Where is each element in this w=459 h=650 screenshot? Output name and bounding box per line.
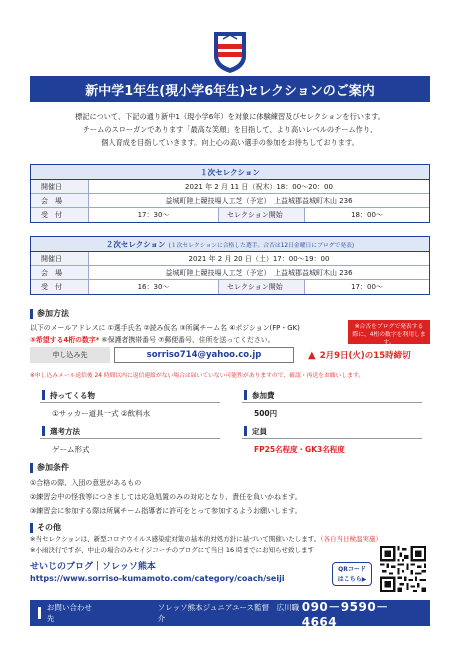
format-heading bbox=[40, 424, 220, 439]
qr-button-line-1: QRコード bbox=[338, 566, 366, 573]
fee-heading-text: 参加費 bbox=[252, 390, 275, 400]
method-line-2-text: ⑥保護者携帯番号 ⑦郵便番号、住所を送ってください。 bbox=[99, 336, 275, 344]
other-heading bbox=[30, 522, 61, 533]
section-marker bbox=[30, 309, 33, 319]
conditions-heading-text: 参加条件 bbox=[37, 463, 69, 472]
reception-label: 受 付 bbox=[31, 208, 89, 222]
apply-label: 申し込み先 bbox=[30, 347, 110, 363]
selection-1-date-row bbox=[31, 180, 429, 194]
selection-2-table bbox=[30, 236, 430, 295]
condition-item: ①合格の際、入団の意思があるもの bbox=[30, 479, 142, 487]
intro-line: 個人育成を目指していきます。向上心の高い選手の参加をお待ちしております。 bbox=[101, 138, 359, 147]
other-line-1-text: ※当セレクションは、新型コロナウイルス感染症対策の基本的対処方針に基づいて開催いたします。 bbox=[30, 535, 321, 543]
place-label: 会 場 bbox=[31, 194, 89, 207]
section-marker bbox=[244, 390, 247, 400]
fee-heading bbox=[242, 388, 422, 403]
conditions-heading bbox=[30, 462, 69, 473]
section-marker bbox=[30, 463, 33, 473]
reception-value: 16：30～ bbox=[89, 280, 219, 294]
bring-heading-text: 持ってくる物 bbox=[50, 390, 95, 400]
contact-footer bbox=[30, 599, 430, 629]
selection-1-table bbox=[30, 164, 430, 223]
deadline bbox=[308, 349, 411, 361]
conditions-list bbox=[30, 476, 430, 518]
method-line-1: 以下のメールアドレスに ①選手氏名 ②読み仮名 ③所属チーム名 ④ポジション(FP・GK) bbox=[30, 324, 300, 332]
contact-label: お問い合わせ先 bbox=[46, 603, 92, 623]
bring-box bbox=[40, 388, 220, 419]
format-heading-text: 選考方法 bbox=[50, 426, 80, 436]
capacity-body: FP25名程度・GK3名程度 bbox=[254, 445, 345, 454]
qr-button-line-2: はこちら▶ bbox=[337, 576, 367, 583]
qr-code-image[interactable] bbox=[380, 546, 426, 592]
fee-body: 500円 bbox=[254, 409, 278, 418]
bring-body: ①サッカー道具一式 ②飲料水 bbox=[52, 409, 151, 418]
method-heading bbox=[30, 308, 69, 319]
blog-title: せいじのブログ｜ソレッソ熊本 bbox=[30, 562, 156, 572]
warning-icon: ▲ bbox=[308, 349, 316, 361]
selection-2-title: ２次セレクション bbox=[105, 239, 166, 249]
place-value: 益城町陸上競技場人工芝（予定） 上益城郡益城町木山 236 bbox=[165, 268, 353, 277]
selection-1-heading: １次セレクション bbox=[31, 165, 429, 180]
capacity-heading-text: 定員 bbox=[252, 426, 267, 436]
page-title: 新中学1年生(現小学6年生)セレクションのご案内 bbox=[30, 76, 430, 102]
club-crest-logo bbox=[210, 30, 250, 74]
selection-2-date-row bbox=[31, 252, 429, 266]
qr-code-button[interactable] bbox=[332, 562, 372, 586]
capacity-box bbox=[242, 424, 422, 455]
intro-line: 標記について、下記の通り新中1（現小学6年）を対象に体験練習及びセレクションを行います。 bbox=[75, 112, 385, 121]
intro-line: チームのスローガンであります「最高な笑顔」を目指して、より高いレベルのチーム作り、 bbox=[82, 125, 378, 134]
date-value: 2021 年 2 月 11 日（祝木）18：00～20：00 bbox=[185, 182, 333, 191]
date-value: 2021 年 2 月 20 日（土）17：00～19：00 bbox=[188, 254, 330, 263]
other-line-1-red: （各自当日検温実施） bbox=[320, 535, 383, 543]
start-label: セレクション開始 bbox=[219, 208, 305, 222]
condition-item: ②練習会中の怪我等につきましては応急処置のみの対応となり、責任を負いかねます。 bbox=[30, 493, 302, 501]
method-heading-text: 参加方法 bbox=[37, 309, 69, 318]
selection-1-time-row bbox=[31, 208, 429, 222]
start-label: セレクション開始 bbox=[219, 280, 305, 294]
contact-person: ソレッソ熊本ジュニアユース監督 広川職介 bbox=[157, 603, 300, 623]
selection-2-note: (１次セレクションに合格した選手。合否は12日金曜日にブログで発表) bbox=[168, 242, 355, 249]
method-text bbox=[30, 322, 335, 346]
bring-heading bbox=[40, 388, 220, 403]
start-value: 17：00～ bbox=[351, 283, 383, 291]
section-marker bbox=[42, 426, 45, 436]
apply-note: ※申し込みメール送信後 24 時間以内に返信連絡がない場合は届いていない可能性がありますので、確認・再送をお願いします。 bbox=[30, 373, 365, 379]
other-heading-text: その他 bbox=[37, 523, 61, 532]
date-label: 開催日 bbox=[31, 180, 89, 193]
deadline-text: 2月9日(火)の15時締切 bbox=[319, 351, 411, 361]
selection-2-place-row bbox=[31, 266, 429, 280]
apply-email-link[interactable]: sorriso714@yahoo.co.jp bbox=[114, 347, 294, 363]
method-line-2-red: ⑤希望する4桁の数字* bbox=[30, 336, 100, 344]
contact-phone[interactable]: 090－9590－4664 bbox=[301, 599, 389, 629]
reception-label: 受 付 bbox=[31, 280, 89, 294]
selection-2-time-row bbox=[31, 280, 429, 294]
section-marker bbox=[38, 607, 41, 619]
flyer-page bbox=[30, 0, 430, 650]
place-label: 会 場 bbox=[31, 266, 89, 279]
apply-row bbox=[30, 347, 430, 363]
date-label: 開催日 bbox=[31, 252, 89, 265]
start-value: 18：00～ bbox=[351, 211, 383, 219]
method-line-2 bbox=[30, 334, 335, 346]
blog-url-link[interactable]: https://www.sorriso-kumamoto.com/category/coach/seiji bbox=[30, 574, 285, 583]
other-line-1 bbox=[30, 534, 430, 545]
selection-1-place-row bbox=[31, 194, 429, 208]
section-marker bbox=[30, 523, 33, 533]
other-notes bbox=[30, 534, 430, 556]
reception-value: 17：30～ bbox=[89, 208, 219, 222]
other-line-2: ※小雨決行ですが、中止の場合のみセイジコーチのブログにて当日 16 時までにお知らせ致します bbox=[30, 546, 314, 554]
fee-box bbox=[242, 388, 422, 419]
section-marker bbox=[42, 390, 45, 400]
condition-item: ③練習会に参加する際は所属チーム指導者に許可をとって参加するようお願いします。 bbox=[30, 507, 302, 515]
selection-2-heading bbox=[31, 237, 429, 252]
place-value: 益城町陸上競技場人工芝（予定） 上益城郡益城町木山 236 bbox=[165, 196, 353, 205]
section-marker bbox=[244, 426, 247, 436]
format-box bbox=[40, 424, 220, 455]
format-body: ゲーム形式 bbox=[52, 445, 90, 454]
capacity-heading bbox=[242, 424, 422, 439]
four-digit-note-box: ※合否をブログで発表する際に、4桁の数字を利用します。 bbox=[348, 320, 430, 344]
intro-text bbox=[30, 110, 430, 149]
